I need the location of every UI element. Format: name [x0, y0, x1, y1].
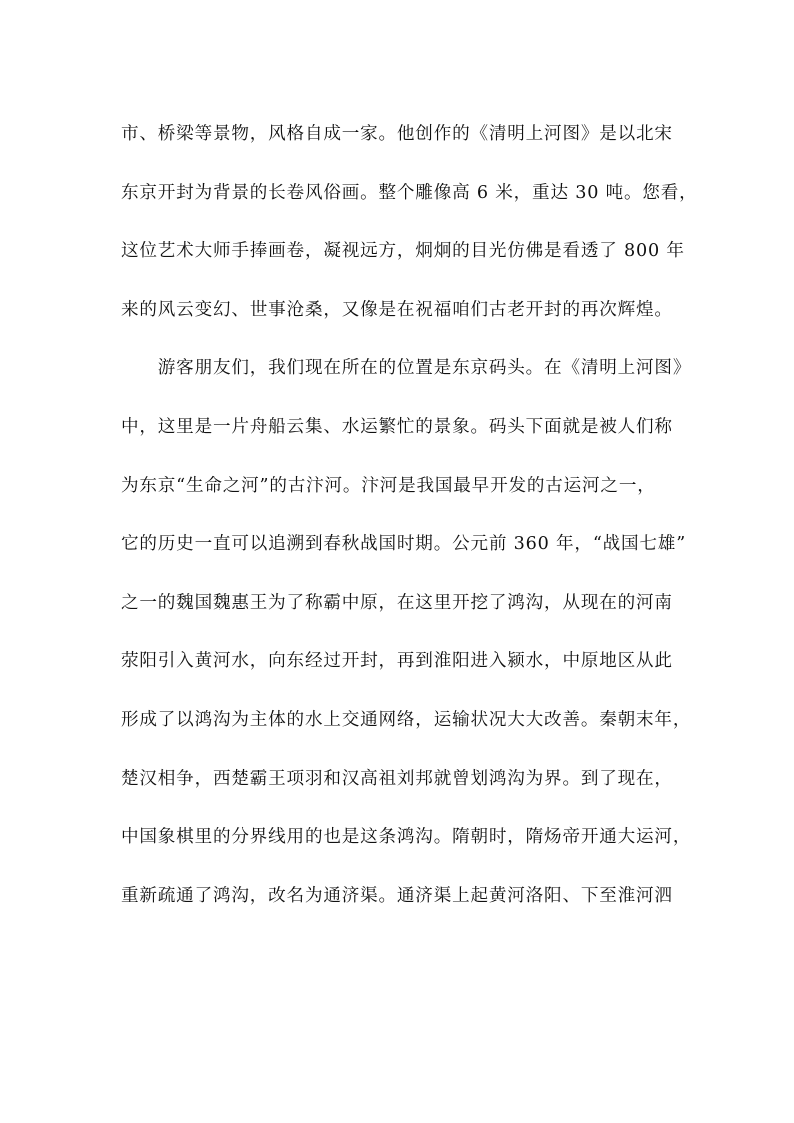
text-line: 荥阳引入黄河水，向东经过开封，再到淮阳进入颍水，中原地区从此 [121, 651, 673, 672]
text-line: 中，这里是一片舟船云集、水运繁忙的景象。码头下面就是被人们称 [121, 416, 673, 437]
text-line: 重新疏通了鸿沟，改名为通济渠。通济渠上起黄河洛阳、下至淮河泗 [121, 885, 673, 906]
paragraph-1 [121, 105, 698, 339]
text-line: 来的风云变幻、世事沧桑，又像是在祝福咱们古老开封的再次辉煌。 [121, 299, 673, 320]
text-line: 它的历史一直可以追溯到春秋战国时期。公元前 360 年，“战国七雄” [121, 534, 686, 555]
text-line: 这位艺术大师手捧画卷，凝视远方，炯炯的目光仿佛是看透了 800 年 [121, 241, 685, 262]
text-line: 游客朋友们，我们现在所在的位置是东京码头。在《清明上河图》 [121, 358, 692, 379]
text-line: 形成了以鸿沟为主体的水上交通网络，运输状况大大改善。秦朝末年， [121, 709, 692, 730]
text-line: 中国象棋里的分界线用的也是这条鸿沟。隋朝时，隋炀帝开通大运河， [121, 827, 692, 848]
body-text [121, 105, 698, 925]
text-line: 东京开封为背景的长卷风俗画。整个雕像高 6 米，重达 30 吨。您看， [121, 182, 698, 203]
text-line: 为东京“生命之河”的古汴河。汴河是我国最早开发的古运河之一， [121, 475, 656, 496]
text-line: 市、桥梁等景物，风格自成一家。他创作的《清明上河图》是以北宋 [121, 124, 673, 144]
paragraph-2 [121, 339, 692, 925]
text-line: 楚汉相争，西楚霸王项羽和汉高祖刘邦就曾划鸿沟为界。到了现在， [121, 768, 673, 789]
text-line: 之一的魏国魏惠王为了称霸中原，在这里开挖了鸿沟，从现在的河南 [121, 592, 673, 613]
